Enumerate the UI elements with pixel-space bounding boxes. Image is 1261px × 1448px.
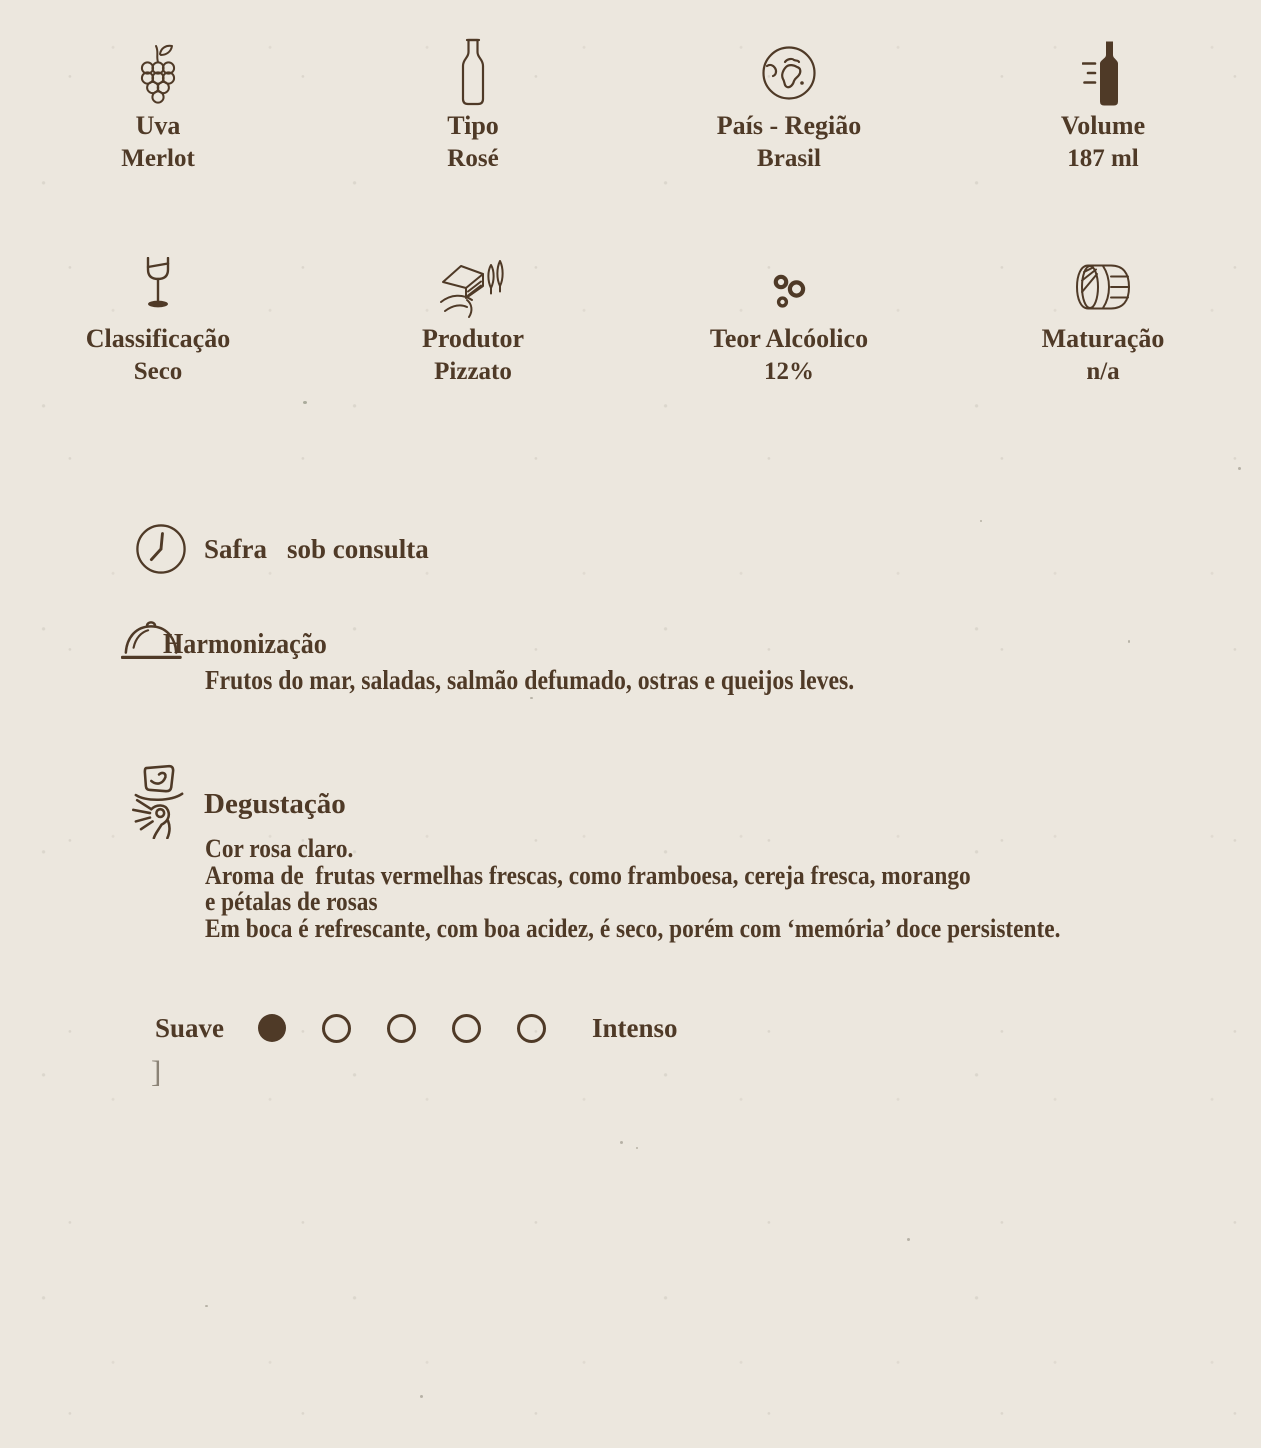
attribute-maturation <box>945 253 1261 387</box>
wine-bottle-icon <box>460 40 486 106</box>
tasting-note-line: e pétalas de rosas <box>205 886 378 916</box>
attribute-classification <box>0 253 316 387</box>
attribute-value: Merlot <box>121 145 195 172</box>
wine-glass-icon <box>137 253 179 319</box>
intensity-dot <box>322 1014 351 1043</box>
intensity-dot <box>258 1014 286 1042</box>
paper-speck <box>303 401 307 404</box>
attribute-type <box>315 40 631 174</box>
attribute-label: Produtor <box>421 324 525 353</box>
paper-speck <box>205 1305 208 1307</box>
intensity-dot <box>387 1014 416 1043</box>
attribute-alcohol <box>631 253 947 387</box>
tasting-note-line: Em boca é refrescante, com boa acidez, é seco, porém com ‘memória’ doce persistente. <box>205 912 1061 943</box>
clock-icon <box>135 523 187 575</box>
attribute-value: Brasil <box>757 145 821 172</box>
bubbles-icon <box>771 253 807 319</box>
globe-icon <box>761 40 817 106</box>
intensity-dots <box>258 1014 546 1043</box>
intensity-left-label: Suave <box>155 1012 225 1043</box>
paper-speck <box>1238 467 1241 470</box>
attribute-value: Seco <box>133 358 183 385</box>
attribute-label: Maturação <box>1041 324 1165 353</box>
attribute-label: Uva <box>135 111 181 140</box>
paper-speck <box>636 1147 638 1149</box>
attribute-value: n/a <box>1086 358 1120 385</box>
paper-speck <box>980 520 982 522</box>
paper-speck <box>420 1395 423 1398</box>
grapes-icon <box>138 40 178 106</box>
sommelier-icon <box>123 764 195 839</box>
attribute-value: 187 ml <box>1067 145 1139 172</box>
attribute-value: Pizzato <box>434 358 512 385</box>
attribute-label: País - Região <box>716 111 862 140</box>
attribute-label: Classificação <box>85 324 231 353</box>
safra-row <box>135 523 429 575</box>
paper-speck <box>1128 640 1130 643</box>
winery-icon <box>439 253 507 319</box>
attribute-volume <box>945 40 1261 174</box>
attribute-value: Rosé <box>447 145 499 172</box>
intensity-dot <box>517 1014 546 1043</box>
intensity-dot <box>452 1014 481 1043</box>
attribute-label: Tipo <box>447 111 499 140</box>
intensity-scale <box>155 1010 678 1046</box>
attribute-country <box>631 40 947 174</box>
tasting-note-line: Cor rosa claro. <box>205 833 354 863</box>
attribute-producer <box>315 253 631 387</box>
paper-speck <box>907 1238 910 1241</box>
barrel-icon <box>1073 253 1133 319</box>
safra-label: Safra <box>204 533 267 564</box>
attribute-label: Volume <box>1060 111 1146 140</box>
attribute-grape <box>0 40 316 174</box>
intensity-right-label: Intenso <box>592 1012 678 1043</box>
degustacao-title: Degustação <box>204 788 346 820</box>
safra-value: sob consulta <box>287 533 429 564</box>
volume-bottle-icon <box>1082 40 1124 106</box>
stray-bracket-glyph: ] <box>151 1054 162 1089</box>
harmonizacao-title: Harmonização <box>163 628 327 660</box>
attribute-value: 12% <box>764 358 814 385</box>
paper-speck <box>530 697 533 699</box>
attribute-label: Teor Alcóolico <box>709 324 869 353</box>
degustacao-notes <box>205 835 1177 941</box>
harmonizacao-text: Frutos do mar, saladas, salmão defumado, ostras e queijos leves. <box>205 665 855 695</box>
paper-speck <box>620 1141 623 1144</box>
tasting-note-line: Aroma de frutas vermelhas frescas, como framboesa, cereja fresca, morango <box>205 859 971 890</box>
